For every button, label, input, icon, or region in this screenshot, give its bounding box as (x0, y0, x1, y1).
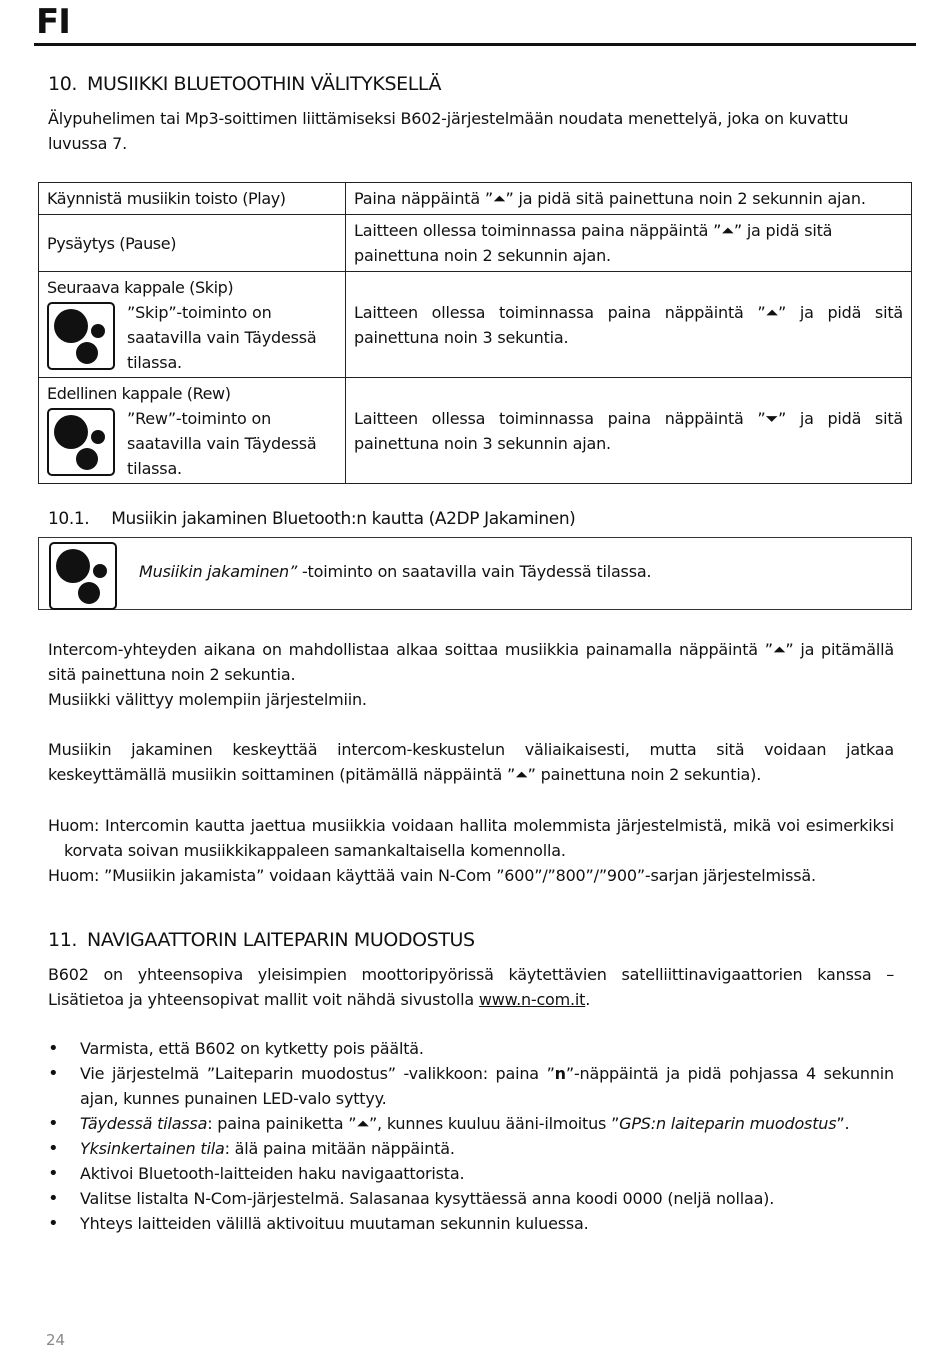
music-sharing-note-box (38, 537, 912, 610)
music-sharing-note (139, 562, 651, 581)
full-mode-icon (49, 542, 117, 610)
list-item: • Aktivoi Bluetooth-laitteiden haku navigaattorista. (48, 1161, 894, 1186)
rew-note-text: ”Rew”-toiminto on saatavilla vain Täydessä tilassa. (127, 409, 317, 478)
rew-cell (39, 378, 346, 484)
note-1-text: : Intercomin kautta jaettua musiikkia voidaan hallita molemmista järjestelmistä, mikä voi esimerkiksi korvata soivan musiikkikappaleen samankaltaisella komennolla. (64, 816, 894, 860)
step-3-text: : paina painiketta ”⏶”, kunnes kuuluu ääni-ilmoitus ” (207, 1114, 620, 1133)
skip-label: Seuraava kappale (Skip) (47, 278, 234, 297)
section-10-1-heading (48, 509, 575, 529)
section-11-intro-text: B602 on yhteensopiva yleisimpien moottoripyörissä käytettävien satelliittinavigaattorien kanssa – Lisätietoa ja yhteensopivat mallit voit nähdä sivustolla (48, 965, 894, 1009)
music-sharing-para-2: Musiikki välittyy molempiin järjestelmiin. (48, 690, 367, 709)
page-number: 24 (46, 1331, 66, 1349)
skip-note-text: ”Skip”-toiminto on saatavilla vain Täydessä tilassa. (127, 303, 317, 372)
n-key-label: n (554, 1064, 566, 1083)
list-item: • Varmista, että B602 on kytketty pois päältä. (48, 1036, 894, 1061)
note-2-label: Huom (48, 866, 94, 885)
step-2-text: Vie järjestelmä ”Laiteparin muodostus” -valikkoon: paina ” (80, 1064, 555, 1083)
website-link[interactable]: www.n-com.it (478, 990, 586, 1009)
list-item: • Valitse listalta N-Com-järjestelmä. Salasanaa kysyttäessä anna koodi 0000 (neljä nollaa). (48, 1186, 894, 1211)
list-item (48, 1111, 894, 1136)
list-item: • Yhteys laitteiden välillä aktivoituu muutaman sekunnin kuluessa. (48, 1211, 894, 1236)
section-10-1-number: 10.1. (48, 509, 90, 529)
table-row-pause (39, 215, 912, 272)
language-code: FI (36, 2, 70, 42)
skip-description: Laitteen ollessa toiminnassa paina näppäintä ”⏶” ja pidä sitä painettuna noin 3 sekuntia. (346, 272, 912, 378)
play-label: Käynnistä musiikin toisto (Play) (39, 183, 346, 215)
table-row-rew (39, 378, 912, 484)
section-11-heading (48, 929, 475, 951)
table-row-skip (39, 272, 912, 378)
rew-note (47, 406, 337, 481)
header-rule (34, 43, 916, 46)
rew-label: Edellinen kappale (Rew) (47, 384, 231, 403)
pairing-steps-list (48, 1036, 894, 1236)
play-description: Paina näppäintä ”⏶” ja pidä sitä painettuna noin 2 sekunnin ajan. (346, 183, 912, 215)
simple-mode-label: Yksinkertainen tila (80, 1139, 225, 1158)
table-row-play (39, 183, 912, 215)
section-10-title: MUSIIKKI BLUETOOTHIN VÄLITYKSELLÄ (87, 73, 442, 95)
note-2 (48, 863, 894, 888)
list-item (48, 1136, 894, 1161)
note-2-text: : ”Musiikin jakamista” voidaan käyttää vain N-Com ”600”/”800”/”900”-sarjan järjestelmissä. (93, 866, 816, 885)
pause-description: Laitteen ollessa toiminnassa paina näppäintä ”⏶” ja pidä sitä painettuna noin 2 sekunnin ajan. (346, 215, 912, 272)
section-10-number: 10. (48, 73, 78, 95)
music-sharing-term: Musiikin jakaminen” (139, 562, 298, 581)
section-10-1-title: Musiikin jakaminen Bluetooth:n kautta (A2DP Jakaminen) (111, 509, 576, 529)
skip-note (47, 300, 337, 375)
section-11-title: NAVIGAATTORIN LAITEPARIN MUODOSTUS (87, 929, 475, 951)
list-item (48, 1061, 894, 1111)
section-10-intro: Älypuhelimen tai Mp3-soittimen liittämiseksi B602-järjestelmään noudata menettelyä, joka on kuvattu luvussa 7. (48, 109, 849, 153)
note-1-label: Huom (48, 816, 94, 835)
gps-prompt-label: GPS:n laiteparin muodostus (619, 1114, 837, 1133)
music-sharing-para-3: Musiikin jakaminen keskeyttää intercom-keskustelun väliaikaisesti, mutta sitä voidaan jatkaa keskeyttämällä musiikin soittaminen (pitämällä näppäintä ”⏶” painettuna noin 2 sekuntia). (48, 740, 894, 784)
step-2-text-end: ”-näppäintä ja pidä pohjassa 4 sekunnin ajan, kunnes punainen LED-valo syttyy. (80, 1064, 894, 1108)
step-4-text: : älä paina mitään näppäintä. (224, 1139, 455, 1158)
full-mode-icon (47, 302, 115, 370)
rew-description: Laitteen ollessa toiminnassa paina näppäintä ”⏷” ja pidä sitä painettuna noin 3 sekunnin ajan. (346, 378, 912, 484)
full-mode-icon (47, 408, 115, 476)
music-controls-table (38, 182, 912, 484)
music-sharing-para-1: Intercom-yhteyden aikana on mahdollistaa alkaa soittaa musiikkia painamalla näppäintä ”⏶” ja pitämällä sitä painettuna noin 2 sekuntia. (48, 640, 894, 684)
music-sharing-note-rest: -toiminto on saatavilla vain Täydessä tilassa. (297, 562, 652, 581)
pause-label: Pysäytys (Pause) (39, 215, 346, 272)
section-11-intro-end: . (585, 990, 591, 1009)
note-1 (48, 813, 894, 863)
section-11-intro (48, 962, 894, 1012)
skip-cell (39, 272, 346, 378)
full-mode-label: Täydessä tilassa (80, 1114, 208, 1133)
step-3-text-end: ”. (836, 1114, 850, 1133)
section-11-number: 11. (48, 929, 78, 951)
section-10-heading (48, 73, 441, 95)
